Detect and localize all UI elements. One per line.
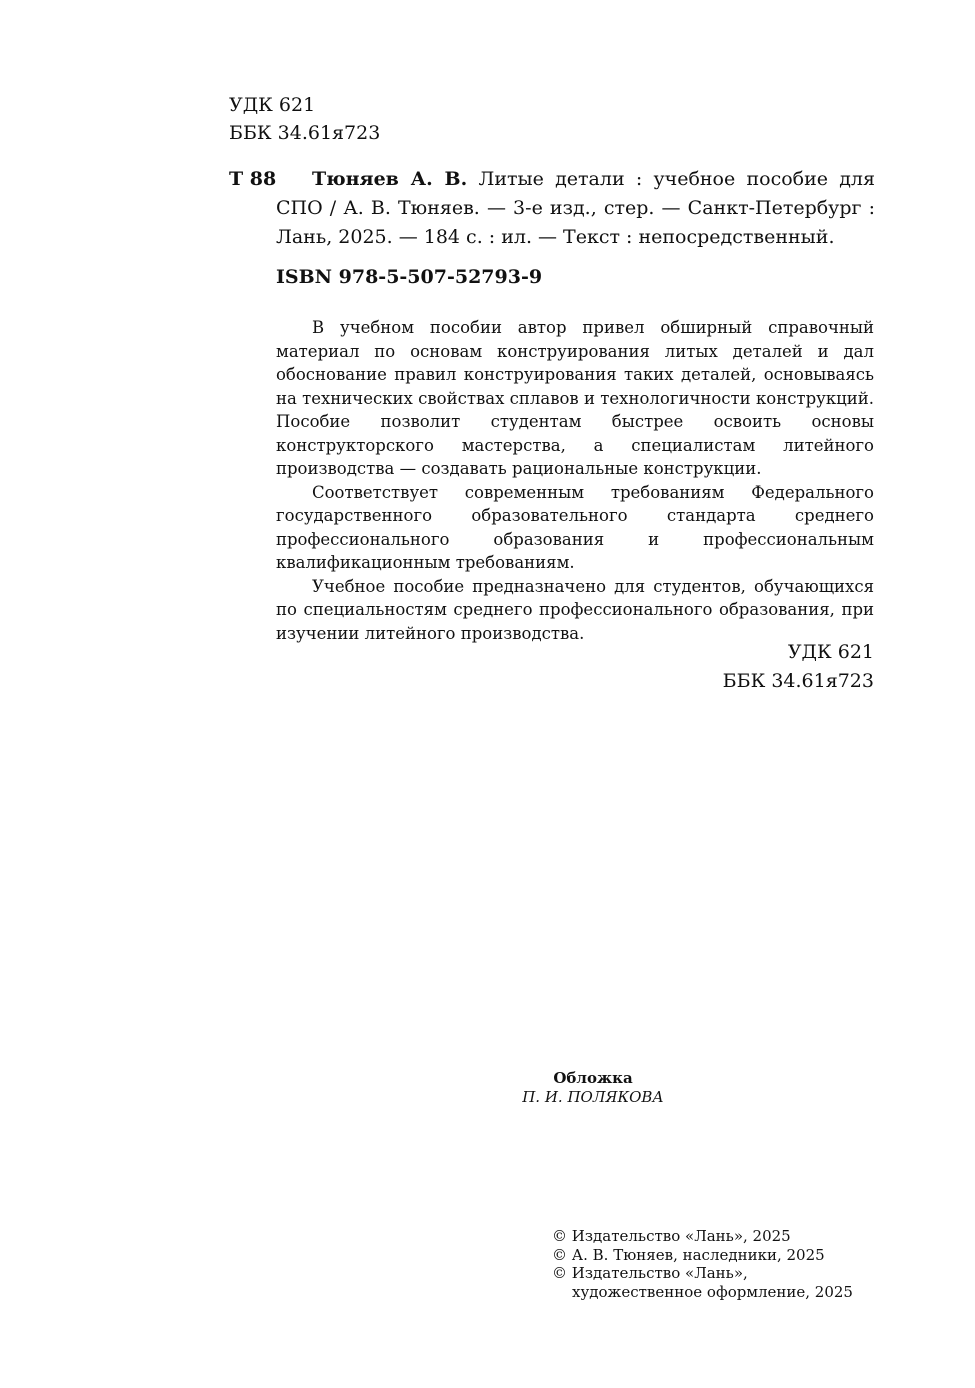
cover-label: Обложка: [553, 1069, 633, 1087]
bibliographic-description: [276, 165, 875, 252]
annotation-paragraph: Учебное пособие предназначено для студентов, обучающихся по специальностям среднего профессионального образования, при изучении литейного производства.: [276, 576, 874, 643]
classification-codes-bottom: [723, 638, 874, 696]
udk-code: УДК 621: [787, 641, 874, 663]
copyright-block: [552, 1227, 853, 1301]
cover-designer: П. И. ПОЛЯКОВА: [522, 1088, 664, 1106]
classification-codes-top: [229, 91, 380, 147]
annotation: [276, 316, 874, 645]
bibliographic-text: Литые детали : учебное пособие для СПО / А. В. Тюняев. — 3-е изд., стер. — Санкт-Петербург : Лань, 2025. — 184 с. : ил. — Текст : непосредственный.: [276, 168, 875, 248]
bibliographic-record: [229, 165, 875, 252]
copyright-line: © Издательство «Лань»,: [552, 1264, 748, 1282]
author-name: Тюняев А. В.: [312, 168, 468, 190]
bbk-code: ББК 34.61я723: [722, 670, 874, 692]
udk-code: УДК 621: [229, 94, 316, 116]
author-mark: Т 88: [229, 168, 277, 190]
bbk-code: ББК 34.61я723: [229, 122, 381, 144]
copyright-line: © Издательство «Лань», 2025: [552, 1227, 791, 1245]
isbn: ISBN 978-5-507-52793-9: [276, 266, 543, 288]
copyright-line: художественное оформление, 2025: [572, 1282, 853, 1301]
annotation-paragraph: Соответствует современным требованиям Федерального государственного образовательного стандарта среднего профессионального образования и профессиональным квалификационным требованиям.: [276, 482, 874, 572]
annotation-paragraph: В учебном пособии автор привел обширный справочный материал по основам конструирования литых деталей и дал обоснование правил конструирования таких деталей, основываясь на технических свойствах сплавов и технологичности конструкций. Пособие позволит студентам быстрее освоить основы конструкторского мастерства, а специалистам литейного производства — создавать рациональные конструкции.: [276, 318, 874, 478]
copyright-line: © А. В. Тюняев, наследники, 2025: [552, 1245, 825, 1264]
cover-credit: [460, 1069, 726, 1107]
